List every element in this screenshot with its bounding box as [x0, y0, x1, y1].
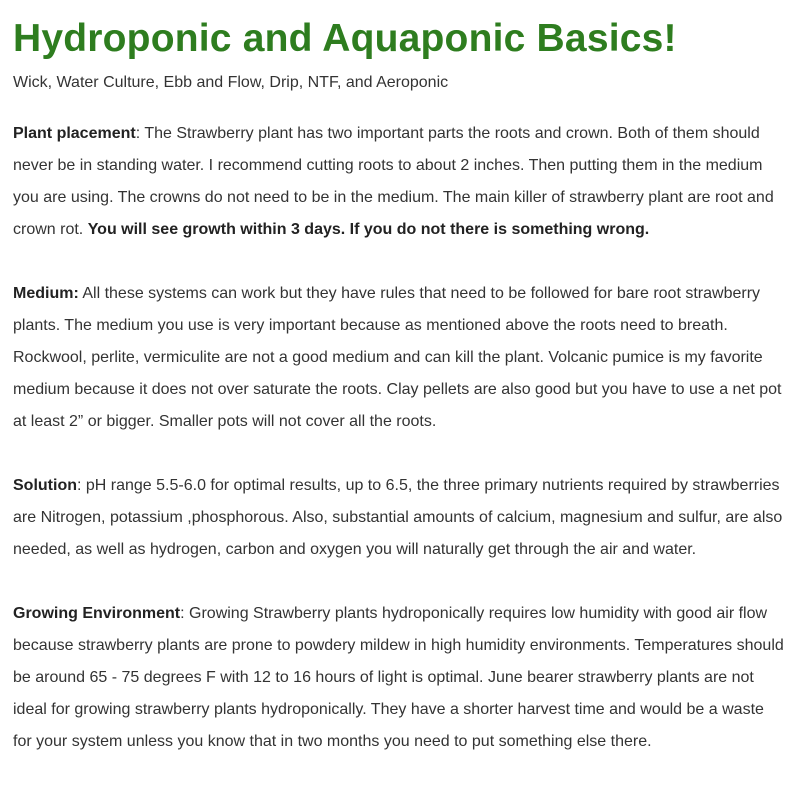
section-label: Solution [13, 477, 77, 494]
section-growing-environment [13, 598, 786, 758]
page-subtitle: Wick, Water Culture, Ebb and Flow, Drip, NTF, and Aeroponic [13, 74, 449, 91]
section-body: Growing Strawberry plants hydroponically requires low humidity with good air flow because strawberry plants are prone to powdery mildew in high humidity environments. Temperatures should be around 65 - 75 degrees F with 12 to 16 hours of light is optimal. June bearer strawberry plants are not ideal for growing strawberry plants hydroponically. They have a shorter harvest time and would be a waste for your system unless you know that in two months you need to put something else there. [13, 605, 784, 750]
page-title: Hydroponic and Aquaponic Basics! [13, 17, 677, 60]
section-plant-placement [13, 118, 786, 246]
section-label: Growing Environment [13, 605, 181, 622]
section-label-suffix: : [76, 477, 82, 494]
section-label-suffix: : [180, 605, 185, 622]
section-body: The Strawberry plant has two important parts the roots and crown. Both of them should never be in standing water. I recommend cutting roots to about 2 inches. Then putting them in the medium you are using. The crowns do not need to be in the medium. The main killer of strawberry plant are root and crown rot. [13, 125, 774, 238]
section-solution [13, 470, 786, 566]
section-label: Medium: [13, 285, 79, 302]
section-body: pH range 5.5-6.0 for optimal results, up to 6.5, the three primary nutrients required by strawberries are Nitrogen, potassium ,phosphorous. Also, substantial amounts of calcium, magnesium and sulfur, are also needed, as well as hydrogen, carbon and oxygen you will naturally get through the air and water. [13, 477, 783, 558]
section-label-suffix: : [135, 125, 141, 142]
section-label: Plant placement [13, 125, 136, 142]
section-medium [13, 278, 786, 438]
section-emphasis: You will see growth within 3 days. If you do not there is something wrong. [87, 221, 650, 238]
section-body: All these systems can work but they have rules that need to be followed for bare root strawberry plants. The medium you use is very important because as mentioned above the roots need to breath. Rockwool, perlite, vermiculite are not a good medium and can kill the plant. Volcanic pumice is my favorite medium because it does not over saturate the roots. Clay pellets are also good but you have to use a net pot at least 2” or bigger. Smaller pots will not cover all the roots. [13, 285, 782, 430]
